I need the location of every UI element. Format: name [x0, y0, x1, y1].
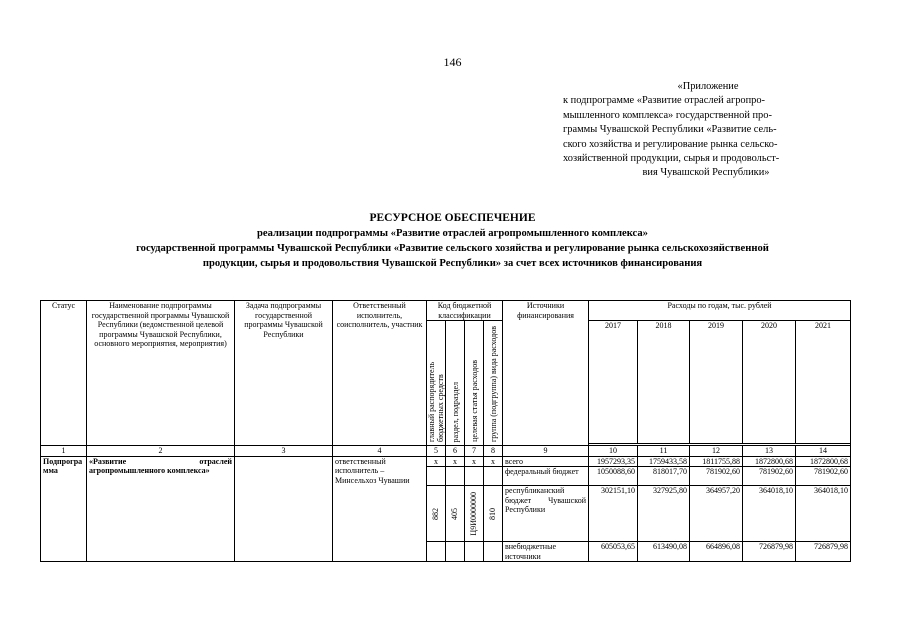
header-year: 2020	[743, 321, 796, 444]
code-empty	[465, 467, 484, 486]
header-year: 2018	[638, 321, 690, 444]
resource-table	[40, 300, 851, 562]
col-number: 2	[87, 446, 235, 457]
funding-source: республиканский бюджет Чувашской Республики	[503, 486, 589, 542]
header-target-text: целевая статья расходов	[469, 360, 479, 442]
header-task: Задача подпрограммы государственной программы Чувашской Республики	[235, 301, 333, 446]
amount: 726879,98	[743, 542, 796, 562]
header-year: 2021	[796, 321, 851, 444]
appendix-line: мышленного комплекса» государственной про-	[563, 109, 772, 121]
code-grbs-text: 882	[431, 507, 441, 520]
header-sources: Источники финансирования	[503, 301, 589, 446]
page-number: 146	[443, 55, 462, 69]
title-line: РЕСУРСНОЕ ОБЕСПЕЧЕНИЕ	[369, 212, 536, 224]
funding-source: всего	[503, 456, 589, 467]
code-empty	[484, 542, 503, 562]
header-section	[446, 321, 465, 446]
col-number: 9	[503, 446, 589, 457]
header-target	[465, 321, 484, 446]
amount: 726879,98	[796, 542, 851, 562]
header-status: Статус	[41, 301, 87, 446]
amount: 664896,08	[690, 542, 743, 562]
amount: 302151,10	[589, 486, 638, 542]
funding-source: федеральный бюджет	[503, 467, 589, 486]
header-year: 2019	[690, 321, 743, 444]
col-number: 1	[41, 446, 87, 457]
code-section-text: 405	[450, 507, 460, 520]
appendix-line: ского хозяйства и регулирование рынка сельско-	[563, 138, 778, 150]
col-number: 4	[333, 446, 427, 457]
code-x: x	[465, 456, 484, 467]
code-grbs	[427, 486, 446, 542]
funding-source: внебюджетные источники	[503, 542, 589, 562]
title-line: государственной программы Чувашской Республики «Развитие сельского хозяйства и регулирование рынка сельскохозяйственной	[136, 243, 769, 254]
row-executor: ответственный исполнитель – Минсельхоз Чувашии	[333, 456, 427, 562]
code-empty	[427, 542, 446, 562]
col-number: 8	[484, 446, 503, 457]
header-section-text: раздел, подраздел	[450, 381, 460, 442]
row-name: «Развитие отраслей агропромышленного комплекса»	[87, 456, 235, 562]
col-number: 13	[743, 446, 796, 457]
amount: 1811755,88	[690, 456, 743, 467]
amount: 781902,60	[796, 467, 851, 486]
header-grbs-text: главный распорядитель бюджетных средств	[427, 361, 445, 442]
row-task	[235, 456, 333, 562]
header-name: Наименование подпрограммы государственной программы Чувашской Республики (ведомственной целевой программы Чувашской Республики, основного мероприятия, мероприятия)	[87, 301, 235, 446]
header-group	[484, 321, 503, 446]
row-status: Подпрограмма	[41, 456, 87, 562]
amount: 818017,70	[638, 467, 690, 486]
col-number: 7	[465, 446, 484, 457]
document-title	[40, 211, 865, 271]
code-group	[484, 486, 503, 542]
col-number: 14	[796, 446, 851, 457]
title-line: продукции, сырья и продовольствия Чувашской Республики» за счет всех источников финансирования	[202, 258, 703, 269]
appendix-line: к подпрограмме «Развитие отраслей агропро-	[563, 95, 766, 107]
header-grbs	[427, 321, 446, 446]
col-number: 5	[427, 446, 446, 457]
header-year: 2017	[589, 321, 638, 444]
code-empty	[484, 467, 503, 486]
col-number: 6	[446, 446, 465, 457]
header-executor: Ответственный исполнитель, соисполнитель, участник	[333, 301, 427, 446]
code-empty	[446, 542, 465, 562]
appendix-line: вия Чувашской Республики»	[642, 167, 770, 179]
amount: 1872800,68	[796, 456, 851, 467]
amount: 1872800,68	[743, 456, 796, 467]
header-budget-code: Код бюджетной классификации	[427, 301, 503, 321]
header-expenses: Расходы по годам, тыс. рублей	[589, 301, 851, 321]
code-x: x	[427, 456, 446, 467]
code-x: x	[446, 456, 465, 467]
amount: 364957,20	[690, 486, 743, 542]
code-empty	[427, 467, 446, 486]
appendix-line: граммы Чувашской Республики «Развитие сель-	[563, 124, 777, 136]
amount: 364018,10	[796, 486, 851, 542]
amount: 613490,08	[638, 542, 690, 562]
col-number: 10	[589, 446, 638, 457]
amount: 327925,80	[638, 486, 690, 542]
code-group-text: 810	[488, 507, 498, 520]
appendix-note	[563, 80, 849, 181]
appendix-line: хозяйственной продукции, сырья и продовольст-	[563, 153, 780, 165]
col-number: 3	[235, 446, 333, 457]
amount: 605053,65	[589, 542, 638, 562]
code-empty	[446, 467, 465, 486]
code-target-text: Ц9И0000000	[469, 491, 479, 536]
appendix-line: «Приложение	[677, 81, 739, 92]
title-line: реализации подпрограммы «Развитие отраслей агропромышленного комплекса»	[257, 228, 648, 239]
amount: 1957293,35	[589, 456, 638, 467]
code-x: x	[484, 456, 503, 467]
header-group-text: группа (подгруппа) вида расходов	[488, 325, 498, 442]
code-section	[446, 486, 465, 542]
amount: 781902,60	[690, 467, 743, 486]
col-number: 12	[690, 446, 743, 457]
amount: 1759433,58	[638, 456, 690, 467]
amount: 364018,10	[743, 486, 796, 542]
code-target	[465, 486, 484, 542]
amount: 1050088,60	[589, 467, 638, 486]
amount: 781902,60	[743, 467, 796, 486]
code-empty	[465, 542, 484, 562]
col-number: 11	[638, 446, 690, 457]
